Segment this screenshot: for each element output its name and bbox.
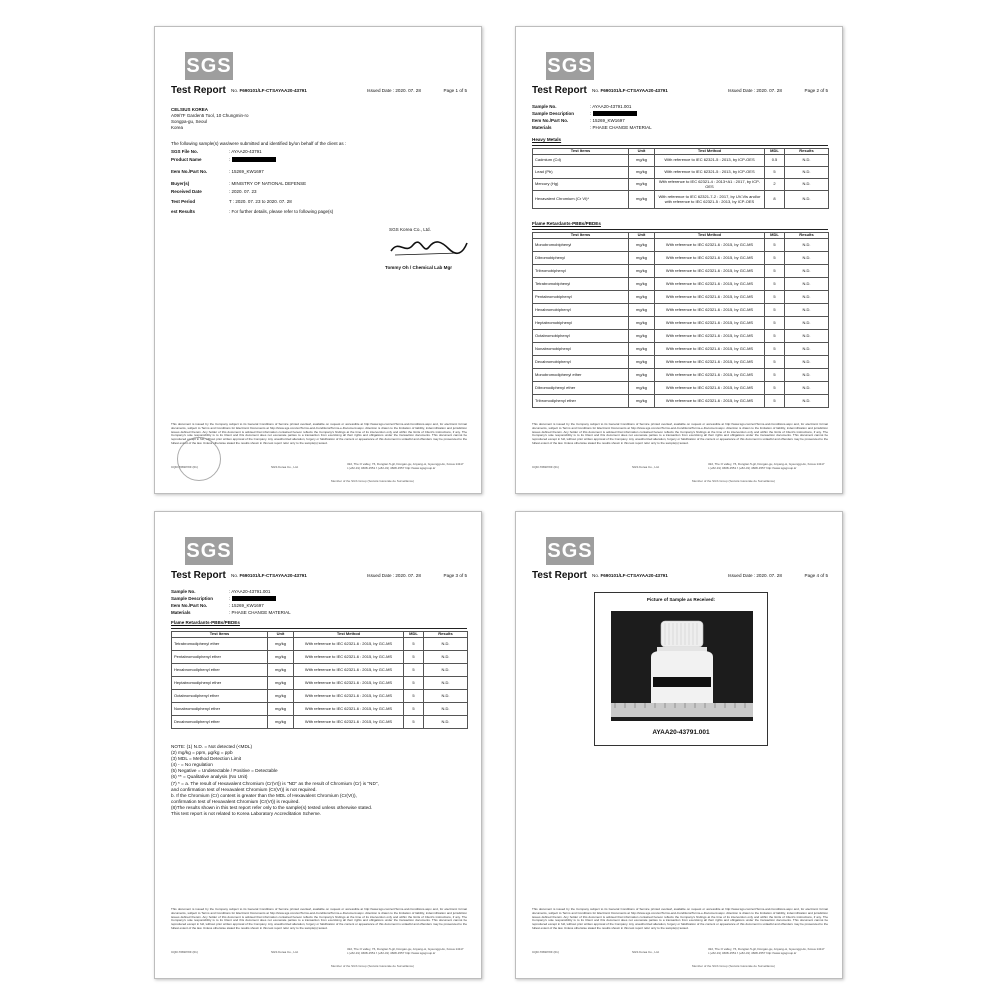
method-cell: With reference to IEC 62321-6 : 2015, by GC-MS xyxy=(655,291,765,304)
mdl-cell: 5 xyxy=(765,369,785,382)
mdl-cell: 2 xyxy=(765,179,785,191)
mdl-cell: 5 xyxy=(765,343,785,356)
column-header: Test Items xyxy=(533,233,629,239)
mdl-cell: 5 xyxy=(404,690,424,703)
table-row xyxy=(533,239,829,252)
method-cell: With reference to IEC 62321-4 : 2013+A1 : 2017, by ICP-OES xyxy=(655,179,765,191)
note-line: (5) Negative = Undetectable / Positive = Detectable xyxy=(171,768,278,774)
column-header: Test Method xyxy=(655,149,765,155)
result-cell: N.D. xyxy=(785,356,829,369)
redaction-bar xyxy=(232,596,276,601)
note-line: This test report is not related to Korea Laboratory Accreditation Scheme. xyxy=(171,811,322,817)
report-number: No. F690101/LF-CTSAYAA20-43791 xyxy=(231,88,307,93)
test-item-cell: Tetrabromodiphenyl ether xyxy=(172,638,268,651)
note-line: confirmation test of Hexavalent Chromium (Cr(VI)) is required. xyxy=(171,798,300,804)
result-cell: N.D. xyxy=(785,395,829,408)
mdl-cell: 5 xyxy=(765,278,785,291)
table-row xyxy=(533,179,829,191)
unit-cell: mg/kg xyxy=(629,356,655,369)
method-cell: With reference to IEC 62321-6 : 2015, by GC-MS xyxy=(655,356,765,369)
unit-cell: mg/kg xyxy=(629,291,655,304)
table-row xyxy=(172,638,468,651)
test-item-cell: Nonabromodiphenyl ether xyxy=(172,703,268,716)
field-item-no: Item No./Part No. : 15269_KW1697 xyxy=(171,169,264,174)
unit-cell: mg/kg xyxy=(629,252,655,265)
unit-cell: mg/kg xyxy=(268,664,294,677)
mdl-cell: 5 xyxy=(765,265,785,278)
method-cell: With reference to IEC 62321-6 : 2015, by GC-MS xyxy=(655,252,765,265)
result-cell: N.D. xyxy=(785,291,829,304)
note-line: (2) mg/kg = ppm, µg/kg = ppb xyxy=(171,750,233,756)
method-cell: With reference to IEC 62321-6 : 2015, by GC-MS xyxy=(294,651,404,664)
mdl-cell: 5 xyxy=(404,664,424,677)
report-page-2: SGS Test Report No. F690101/LF-CTSAYAA20-43791 Issued Date : 2020. 07. 28 Page 2 of 5 Sample No. : AYAA20-43791.001 Sample Description : Item No./Part No. : 15269_KW1697 Materials : PHASE CHANGE MATERIAL Heavy Metals Test Items Unit Test Method MDL Results Cadmium (Cd) mg/kg With reference to IEC 62321-5 : 2013, by ICP-OES 0.5 N.D. Lead (Pb) mg/kg With reference to IEC 62321-5 : 2013, by ICP-OES 5 N.D. Mercury (Hg) mg/kg With reference to IEC 62321-4 : 2013+A1 : 2017, by ICP-OES 2 N.D. Hexavalent Chromium (Cr VI)* mg/kg With reference to IEC 62321-7-2 : 2017, by UV-Vis and/or with reference to IEC 62321-5 : 2013, by ICP-OES 8 N.D. Flame Retardants-PBBs/PBDEs Test Items Unit Test Method MDL Results Monobromobiphenyl mg/kg With reference to IEC 62321-6 : 2015, by GC-MS 5 N.D. Dibromobiphenyl mg/kg With reference to IEC 62321-6 : 2015, by GC-MS 5 N.D. Tribromobiphenyl mg/kg With reference to IEC 62321-6 : 2015, by GC-MS 5 N.D. Tetrabromobiphenyl mg/kg With reference to IEC 62321-6 : 2015, by GC-MS 5 N.D. Pentabromobiphenyl mg/kg With reference to IEC 62321-6 : 2015, by GC-MS 5 N.D. Hexabromobiphenyl mg/kg With reference to IEC 62321-6 : 2015, by GC-MS 5 N.D. Heptabromobiphenyl mg/kg With reference to IEC 62321-6 : 2015, by GC-MS 5 N.D. Octabromobiphenyl mg/kg With reference to IEC 62321-6 : 2015, by GC-MS 5 N.D. Nonabromobiphenyl mg/kg With reference to IEC 62321-6 : 2015, by GC-MS 5 N.D. Decabromobiphenyl mg/kg With reference to IEC 62321-6 : 2015, by GC-MS 5 N.D. Monobromodiphenyl ether mg/kg With reference to IEC 62321-6 : 2015, by GC-MS 5 N.D. Dibromodiphenyl ether mg/kg With reference to IEC 62321-6 : 2015, by GC-MS 5 N.D. Tribromodiphenyl ether mg/kg With reference to IEC 62321-6 : 2015, by GC-MS 5 N.D. This document is issued by the Company subject to its General Conditions of Service printed overleaf, available on request or accessible at http://www.sgs.com/en/Terms-and-Conditions.aspx and, for electronic format documents, subject to Terms and Conditions for Electronic Documents at http://www.sgs.com/en/Terms-and-Conditions/Terms-e-Document.aspx. Attention is drawn to the limitation of liability, indemnification and jurisdiction issues defined therein. Any holder of this document is advised that information contained hereon reflects the Company's findings at the time of its intervention only and within the limits of Client's instructions, if any. The Company's sole responsibility is to its Client and this document does not exonerate parties to a transaction from exercising all their rights and obligations under the transaction documents. This document cannot be reproduced except in full, without prior written approval of the Company. Any unauthorized alteration, forgery or falsification of the content or appearance of this document is unlawful and offenders may be prosecuted to the fullest extent of the law. Unless otherwise stated the results shown in this test report refer only to the sample(s) tested. CQR-7081P/0F (01) SGS Korea Co., Ltd. 322, The O valley, 76, Dongtan 5-gil, Dongan-gu, Anyang-si, Gyeonggi-do, Korea 14117 t (+82-31) 4608-1551 f (+82-31) 4608-1557 http://www.sgsgroup.kr Member of the SGS Group (Société Générale de Surveillance) xyxy=(515,26,843,494)
table-row xyxy=(533,317,829,330)
test-item-cell: Decabromodiphenyl ether xyxy=(172,716,268,729)
mdl-cell: 5 xyxy=(765,304,785,317)
table-row xyxy=(533,343,829,356)
test-item-cell: Pentabromodiphenyl ether xyxy=(172,651,268,664)
footer-member: Member of the SGS Group (Société Générale de Surveillance) xyxy=(331,964,415,968)
result-cell: N.D. xyxy=(785,382,829,395)
result-cell: N.D. xyxy=(785,304,829,317)
table-row xyxy=(172,703,468,716)
result-cell: N.D. xyxy=(785,179,829,191)
client-address-1: A09/7F Garden5 Tool, 10 Chungmin-ro xyxy=(171,113,249,118)
column-header: Results xyxy=(424,632,468,638)
signature-icon xyxy=(389,233,469,261)
unit-cell: mg/kg xyxy=(629,330,655,343)
unit-cell: mg/kg xyxy=(629,343,655,356)
test-item-cell: Monobromobiphenyl xyxy=(533,239,629,252)
unit-cell: mg/kg xyxy=(629,395,655,408)
flame-retardants-table xyxy=(171,631,468,729)
report-title: Test Report xyxy=(532,570,587,581)
sample-photo xyxy=(611,611,753,721)
result-cell: N.D. xyxy=(424,716,468,729)
result-cell: N.D. xyxy=(424,703,468,716)
issued-date: Issued Date : 2020. 07. 28 xyxy=(367,573,421,578)
result-cell: N.D. xyxy=(785,369,829,382)
report-page-3: SGS Test Report No. F690101/LF-CTSAYAA20-43791 Issued Date : 2020. 07. 28 Page 3 of 5 Sample No. : AYAA20-43791.001 Sample Description : Item No./Part No. : 15269_KW1697 Materials : PHASE CHANGE MATERIAL Flame Retardants-PBBs/PBDEs Test Items Unit Test Method MDL Results Tetrabromodiphenyl ether mg/kg With reference to IEC 62321-6 : 2015, by GC-MS 5 N.D. Pentabromodiphenyl ether mg/kg With reference to IEC 62321-6 : 2015, by GC-MS 5 N.D. Hexabromodiphenyl ether mg/kg With reference to IEC 62321-6 : 2015, by GC-MS 5 N.D. Heptabromodiphenyl ether mg/kg With reference to IEC 62321-6 : 2015, by GC-MS 5 N.D. Octabromodiphenyl ether mg/kg With reference to IEC 62321-6 : 2015, by GC-MS 5 N.D. Nonabromodiphenyl ether mg/kg With reference to IEC 62321-6 : 2015, by GC-MS 5 N.D. Decabromodiphenyl ether mg/kg With reference to IEC 62321-6 : 2015, by GC-MS 5 N.D. NOTE: (1) N.D. = Not detected (<MDL) (2) mg/kg = ppm, µg/kg = ppb (3) MDL = Method Detection Limit (4) - = No regulation (5) Negative = Undetectable / Positive = Detectable (6) ** = Qualitative analysis (No Unit) (7) * = a. The result of Hexavalent Chromium (Cr(VI)) is "ND" as the result of Chromium (Cr) is "ND", and confirmation test of Hexavalent Chromium (Cr(VI)) is not required. b. If the Chromium (Cr) content is greater than the MDL of Hexavalent Chromium (Cr(VI)), confirmation test of Hexavalent Chromium (Cr(VI)) is required. (8)The results shown in this test report refer only to the sample(s) tested unless otherwise stated. This test report is not related to Korea Laboratory Accreditation Scheme. This document is issued by the Company subject to its General Conditions of Service printed overleaf, available on request or accessible at http://www.sgs.com/en/Terms-and-Conditions.aspx and, for electronic format documents, subject to Terms and Conditions for Electronic Documents at http://www.sgs.com/en/Terms-and-Conditions/Terms-e-Document.aspx. Attention is drawn to the limitation of liability, indemnification and jurisdiction issues defined therein. Any holder of this document is advised that information contained hereon reflects the Company's findings at the time of its intervention only and within the limits of Client's instructions, if any. The Company's sole responsibility is to its Client and this document does not exonerate parties to a transaction from exercising all their rights and obligations under the transaction documents. This document cannot be reproduced except in full, without prior written approval of the Company. Any unauthorized alteration, forgery or falsification of the content or appearance of this document is unlawful and offenders may be prosecuted to the fullest extent of the law. Unless otherwise stated the results shown in this test report refer only to the sample(s) tested. CQR-7081P/0F (01) SGS Korea Co., Ltd. 322, The O valley, 76, Dongtan 5-gil, Dongan-gu, Anyang-si, Gyeonggi-do, Korea 14117 t (+82-31) 4608-1551 f (+82-31) 4608-1557 http://www.sgsgroup.kr Member of the SGS Group (Société Générale de Surveillance) xyxy=(154,511,482,979)
result-cell: N.D. xyxy=(424,651,468,664)
mdl-cell: 5 xyxy=(404,638,424,651)
report-header xyxy=(532,570,828,584)
sgs-logo: SGS xyxy=(185,537,233,565)
column-header: Results xyxy=(785,149,829,155)
field-file-no: SGS File No. : AYAA20-43791 xyxy=(171,149,262,154)
method-cell: With reference to IEC 62321-6 : 2015, by GC-MS xyxy=(294,664,404,677)
section-flame-retardants: Flame Retardants-PBBs/PBDEs xyxy=(171,620,240,625)
mdl-cell: 5 xyxy=(765,395,785,408)
method-cell: With reference to IEC 62321-6 : 2015, by GC-MS xyxy=(655,395,765,408)
method-cell: With reference to IEC 62321-6 : 2015, by GC-MS xyxy=(655,382,765,395)
redaction-bar xyxy=(232,157,276,162)
table-row xyxy=(533,291,829,304)
field-test-period: Test Period T : 2020. 07. 23 to 2020. 07. 28 xyxy=(171,199,292,204)
method-cell: With reference to IEC 62321-6 : 2015, by GC-MS xyxy=(294,677,404,690)
column-header: MDL xyxy=(765,149,785,155)
field-product-name: Product Name : xyxy=(171,157,461,164)
report-page-1: SGS Test Report No. F690101/LF-CTSAYAA20-43791 Issued Date : 2020. 07. 28 Page 1 of 5 CELSIUS KOREA A09/7F Garden5 Tool, 10 Chungmin-ro Songpa-gu, Seoul Korea The following sample(s) was/were submitted and identified by/on behalf of the client as : SGS File No. : AYAA20-43791 Product Name : Item No./Part No. : 15269_KW1697 Buyer(s) : MINISTRY OF NATIONAL DEFENSE Received Date : 2020. 07. 23 Test Period T : 2020. 07. 23 to 2020. 07. 28 est Results : For further details, please refer to following page(s) SGS Korea Co., Ltd. Tommy Oh / Chemical Lab Mgr This document is issued by the Company subject to its General Conditions of Service printed overleaf, available on request or accessible at http://www.sgs.com/en/Terms-and-Conditions.aspx and, for electronic format documents, subject to Terms and Conditions for Electronic Documents at http://www.sgs.com/en/Terms-and-Conditions/Terms-e-Document.aspx. Attention is drawn to the limitation of liability, indemnification and jurisdiction issues defined therein. Any holder of this document is advised that information contained hereon reflects the Company's findings at the time of its intervention only and within the limits of Client's instructions, if any. The Company's sole responsibility is to its Client and this document does not exonerate parties to a transaction from exercising all their rights and obligations under the transaction documents. This document cannot be reproduced except in full, without prior written approval of the Company. Any unauthorized alteration, forgery or falsification of the content or appearance of this document is unlawful and offenders may be prosecuted to the fullest extent of the law. Unless otherwise stated the results shown in this test report refer only to the sample(s) tested. CQR-7081P/0F (01) SGS Korea Co., Ltd. 322, The O valley, 76, Dongtan 5-gil, Dongan-gu, Anyang-si, Gyeonggi-do, Korea 14117 t (+82-31) 4608-1551 f (+82-31) 4608-1557 http://www.sgsgroup.kr Member of the SGS Group (Société Générale de Surveillance) xyxy=(154,26,482,494)
column-header: Test Method xyxy=(655,233,765,239)
footer-member: Member of the SGS Group (Société Générale de Surveillance) xyxy=(692,964,776,968)
result-cell: N.D. xyxy=(424,677,468,690)
unit-cell: mg/kg xyxy=(268,716,294,729)
note-line: b. If the Chromium (Cr) content is greater than the MDL of Hexavalent Chromium (Cr(VI)), xyxy=(171,792,357,798)
table-row xyxy=(172,690,468,703)
method-cell: With reference to IEC 62321-5 : 2013, by ICP-OES xyxy=(655,167,765,179)
test-item-cell: Hexabromodiphenyl ether xyxy=(172,664,268,677)
section-divider xyxy=(171,628,467,629)
result-cell: N.D. xyxy=(785,167,829,179)
footer-disclaimer: This document is issued by the Company subject to its General Conditions of Service printed overleaf, available on request or accessible at http://www.sgs.com/en/Terms-and-Conditions.aspx and, for electronic format documents, subject to Terms and Conditions for Electronic Documents at http://www.sgs.com/en/Terms-and-Conditions/Terms-e-Document.aspx. Attention is drawn to the limitation of liability, indemnification and jurisdiction issues defined therein. Any holder of this document is advised that information contained hereon reflects the Company's findings at the time of its intervention only and within the limits of Client's instructions, if any. The Company's sole responsibility is to its Client and this document does not exonerate parties to a transaction from exercising all their rights and obligations under the transaction documents. This document cannot be reproduced except in full, without prior written approval of the Company. Any unauthorized alteration, forgery or falsification of the content or appearance of this document is unlawful and offenders may be prosecuted to the fullest extent of the law. Unless otherwise stated the results shown in this test report refer only to the sample(s) tested. xyxy=(171,907,467,930)
method-cell: With reference to IEC 62321-6 : 2015, by GC-MS xyxy=(655,304,765,317)
result-cell: N.D. xyxy=(424,638,468,651)
result-cell: N.D. xyxy=(785,343,829,356)
photo-caption: AYAA20-43791.001 xyxy=(652,729,710,736)
test-item-cell: Dibromobiphenyl xyxy=(533,252,629,265)
mdl-cell: 8 xyxy=(765,191,785,209)
note-line: (4) - = No regulation xyxy=(171,762,213,768)
unit-cell: mg/kg xyxy=(629,239,655,252)
note-line: (3) MDL = Method Detection Limit xyxy=(171,756,242,762)
test-item-cell: Heptabromodiphenyl ether xyxy=(172,677,268,690)
method-cell: With reference to IEC 62321-6 : 2015, by GC-MS xyxy=(655,278,765,291)
table-row xyxy=(533,395,829,408)
sample-bottle-icon xyxy=(611,611,753,721)
photo-title: Picture of Sample as Received: xyxy=(646,597,716,602)
result-cell: N.D. xyxy=(785,265,829,278)
unit-cell: mg/kg xyxy=(268,638,294,651)
mdl-cell: 5 xyxy=(765,239,785,252)
mdl-cell: 5 xyxy=(404,677,424,690)
method-cell: With reference to IEC 62321-6 : 2015, by GC-MS xyxy=(294,690,404,703)
unit-cell: mg/kg xyxy=(268,651,294,664)
table-row xyxy=(172,716,468,729)
field-sample-no: Sample No. : AYAA20-43791.001 xyxy=(171,589,271,594)
mdl-cell: 5 xyxy=(765,382,785,395)
field-sample-description: Sample Description : xyxy=(532,111,822,118)
notes xyxy=(171,744,467,817)
report-title: Test Report xyxy=(532,85,587,96)
footer-member: Member of the SGS Group (Société Générale de Surveillance) xyxy=(692,479,776,483)
unit-cell: mg/kg xyxy=(629,278,655,291)
column-header: Test Method xyxy=(294,632,404,638)
table-row xyxy=(533,330,829,343)
page-number: Page 1 of 5 xyxy=(443,88,467,93)
unit-cell: mg/kg xyxy=(629,304,655,317)
test-item-cell: Nonabromobiphenyl xyxy=(533,343,629,356)
test-item-cell: Tribromobiphenyl xyxy=(533,265,629,278)
footer-member: Member of the SGS Group (Société Générale de Surveillance) xyxy=(331,479,415,483)
test-item-cell: Octabromobiphenyl xyxy=(533,330,629,343)
result-cell: N.D. xyxy=(785,239,829,252)
footer-disclaimer: This document is issued by the Company subject to its General Conditions of Service printed overleaf, available on request or accessible at http://www.sgs.com/en/Terms-and-Conditions.aspx and, for electronic format documents, subject to Terms and Conditions for Electronic Documents at http://www.sgs.com/en/Terms-and-Conditions/Terms-e-Document.aspx. Attention is drawn to the limitation of liability, indemnification and jurisdiction issues defined therein. Any holder of this document is advised that information contained hereon reflects the Company's findings at the time of its intervention only and within the limits of Client's instructions, if any. The Company's sole responsibility is to its Client and this document does not exonerate parties to a transaction from exercising all their rights and obligations under the transaction documents. This document cannot be reproduced except in full, without prior written approval of the Company. Any unauthorized alteration, forgery or falsification of the content or appearance of this document is unlawful and offenders may be prosecuted to the fullest extent of the law. Unless otherwise stated the results shown in this test report refer only to the sample(s) tested. xyxy=(532,907,828,930)
report-header xyxy=(532,85,828,99)
result-cell: N.D. xyxy=(424,664,468,677)
report-number: No. F690101/LF-CTSAYAA20-43791 xyxy=(592,573,668,578)
page-number: Page 4 of 5 xyxy=(804,573,828,578)
test-item-cell: Decabromobiphenyl xyxy=(533,356,629,369)
table-row xyxy=(533,167,829,179)
sgs-stamp-icon xyxy=(177,437,221,481)
test-item-cell: Mercury (Hg) xyxy=(533,179,629,191)
table-row xyxy=(172,651,468,664)
result-cell: N.D. xyxy=(424,690,468,703)
note-line: and confirmation test of Hexavalent Chromium (Cr(VI)) is not required. xyxy=(171,786,317,792)
report-title: Test Report xyxy=(171,570,226,581)
report-title: Test Report xyxy=(171,85,226,96)
result-cell: N.D. xyxy=(785,330,829,343)
footer-disclaimer: This document is issued by the Company subject to its General Conditions of Service printed overleaf, available on request or accessible at http://www.sgs.com/en/Terms-and-Conditions.aspx and, for electronic format documents, subject to Terms and Conditions for Electronic Documents at http://www.sgs.com/en/Terms-and-Conditions/Terms-e-Document.aspx. Attention is drawn to the limitation of liability, indemnification and jurisdiction issues defined therein. Any holder of this document is advised that information contained hereon reflects the Company's findings at the time of its intervention only and within the limits of Client's instructions, if any. The Company's sole responsibility is to its Client and this document does not exonerate parties to a transaction from exercising all their rights and obligations under the transaction documents. This document cannot be reproduced except in full, without prior written approval of the Company. Any unauthorized alteration, forgery or falsification of the content or appearance of this document is unlawful and offenders may be prosecuted to the fullest extent of the law. Unless otherwise stated the results shown in this test report refer only to the sample(s) tested. xyxy=(532,422,828,445)
sgs-logo: SGS xyxy=(546,537,594,565)
report-header xyxy=(171,85,467,99)
flame-retardants-table xyxy=(532,232,829,408)
unit-cell: mg/kg xyxy=(629,167,655,179)
mdl-cell: 0.5 xyxy=(765,155,785,167)
redaction-bar xyxy=(593,111,637,116)
note-line: (6) ** = Qualitative analysis (No Unit) xyxy=(171,774,248,780)
method-cell: With reference to IEC 62321-6 : 2015, by GC-MS xyxy=(655,265,765,278)
note-line: (8)The results shown in this test report refer only to the sample(s) tested unless otherwise stated. xyxy=(171,804,373,810)
unit-cell: mg/kg xyxy=(268,690,294,703)
method-cell: With reference to IEC 62321-7-2 : 2017, by UV-Vis and/or with reference to IEC 62321-5 : 2013, by ICP-OES xyxy=(655,191,765,209)
note-line: NOTE: (1) N.D. = Not detected (<MDL) xyxy=(171,744,253,749)
report-number: No. F690101/LF-CTSAYAA20-43791 xyxy=(231,573,307,578)
unit-cell: mg/kg xyxy=(268,703,294,716)
sample-photo-frame xyxy=(594,592,768,746)
footer-disclaimer: This document is issued by the Company subject to its General Conditions of Service printed overleaf, available on request or accessible at http://www.sgs.com/en/Terms-and-Conditions.aspx and, for electronic format documents, subject to Terms and Conditions for Electronic Documents at http://www.sgs.com/en/Terms-and-Conditions/Terms-e-Document.aspx. Attention is drawn to the limitation of liability, indemnification and jurisdiction issues defined therein. Any holder of this document is advised that information contained hereon reflects the Company's findings at the time of its intervention only and within the limits of Client's instructions, if any. The Company's sole responsibility is to its Client and this document does not exonerate parties to a transaction from exercising all their rights and obligations under the transaction documents. This document cannot be reproduced except in full, without prior written approval of the Company. Any unauthorized alteration, forgery or falsification of the content or appearance of this document is unlawful and offenders may be prosecuted to the fullest extent of the law. Unless otherwise stated the results shown in this test report refer only to the sample(s) tested. xyxy=(171,422,467,445)
issued-date: Issued Date : 2020. 07. 28 xyxy=(367,88,421,93)
unit-cell: mg/kg xyxy=(629,191,655,209)
client-name: CELSIUS KOREA xyxy=(171,107,209,112)
method-cell: With reference to IEC 62321-6 : 2015, by GC-MS xyxy=(655,343,765,356)
method-cell: With reference to IEC 62321-6 : 2015, by GC-MS xyxy=(294,716,404,729)
mdl-cell: 5 xyxy=(765,167,785,179)
report-number: No. F690101/LF-CTSAYAA20-43791 xyxy=(592,88,668,93)
unit-cell: mg/kg xyxy=(629,382,655,395)
table-row xyxy=(533,356,829,369)
method-cell: With reference to IEC 62321-6 : 2015, by GC-MS xyxy=(655,369,765,382)
test-item-cell: Cadmium (Cd) xyxy=(533,155,629,167)
unit-cell: mg/kg xyxy=(629,155,655,167)
method-cell: With reference to IEC 62321-6 : 2015, by GC-MS xyxy=(655,317,765,330)
method-cell: With reference to IEC 62321-6 : 2015, by GC-MS xyxy=(294,703,404,716)
table-row xyxy=(172,664,468,677)
column-header: MDL xyxy=(404,632,424,638)
mdl-cell: 5 xyxy=(765,252,785,265)
sgs-logo: SGS xyxy=(546,52,594,80)
table-row xyxy=(533,369,829,382)
section-divider xyxy=(532,229,828,230)
section-divider xyxy=(532,145,828,146)
field-sample-description: Sample Description : xyxy=(171,596,461,603)
unit-cell: mg/kg xyxy=(268,677,294,690)
test-item-cell: Heptabromobiphenyl xyxy=(533,317,629,330)
field-buyer: Buyer(s) : MINISTRY OF NATIONAL DEFENSE xyxy=(171,181,307,186)
unit-cell: mg/kg xyxy=(629,317,655,330)
result-cell: N.D. xyxy=(785,317,829,330)
field-item-no: Item No./Part No. : 15269_KW1697 xyxy=(532,118,625,123)
method-cell: With reference to IEC 62321-6 : 2015, by GC-MS xyxy=(655,330,765,343)
table-row xyxy=(533,278,829,291)
report-page-4: SGS Test Report No. F690101/LF-CTSAYAA20-43791 Issued Date : 2020. 07. 28 Page 4 of 5 Picture of Sample as Received: AYAA20-43791.001 This document is issued by the Company subject to its General Conditions of Service printed overleaf, available on request or accessible at http://www.sgs.com/en/Terms-and-Conditions.aspx and, for electronic format documents, subject to Terms and Conditions for Electronic Documents at http://www.sgs.com/en/Terms-and-Conditions/Terms-e-Document.aspx. Attention is drawn to the limitation of liability, indemnification and jurisdiction issues defined therein. Any holder of this document is advised that information contained hereon reflects the Company's findings at the time of its intervention only and within the limits of Client's instructions, if any. The Company's sole responsibility is to its Client and this document does not exonerate parties to a transaction from exercising all their rights and obligations under the transaction documents. This document cannot be reproduced except in full, without prior written approval of the Company. Any unauthorized alteration, forgery or falsification of the content or appearance of this document is unlawful and offenders may be prosecuted to the fullest extent of the law. Unless otherwise stated the results shown in this test report refer only to the sample(s) tested. CQR-7081P/0F (01) SGS Korea Co., Ltd. 322, The O valley, 76, Dongtan 5-gil, Dongan-gu, Anyang-si, Gyeonggi-do, Korea 14117 t (+82-31) 4608-1551 f (+82-31) 4608-1557 http://www.sgsgroup.kr Member of the SGS Group (Société Générale de Surveillance) xyxy=(515,511,843,979)
column-header: Results xyxy=(785,233,829,239)
unit-cell: mg/kg xyxy=(629,265,655,278)
mdl-cell: 5 xyxy=(765,317,785,330)
table-row xyxy=(172,677,468,690)
test-item-cell: Tetrabromobiphenyl xyxy=(533,278,629,291)
mdl-cell: 5 xyxy=(404,651,424,664)
result-cell: N.D. xyxy=(785,191,829,209)
column-header: Unit xyxy=(629,149,655,155)
note-line: (7) * = a. The result of Hexavalent Chromium (Cr(VI)) is "ND" as the result of Chromium (Cr) is "ND", xyxy=(171,780,379,786)
section-flame-retardants: Flame Retardants-PBBs/PBDEs xyxy=(532,221,601,226)
test-item-cell: Dibromodiphenyl ether xyxy=(533,382,629,395)
test-item-cell: Tribromodiphenyl ether xyxy=(533,395,629,408)
field-test-results: est Results : For further details, please refer to following page(s) xyxy=(171,209,334,214)
test-item-cell: Hexavalent Chromium (Cr VI)* xyxy=(533,191,629,209)
column-header: Unit xyxy=(629,233,655,239)
test-item-cell: Monobromodiphenyl ether xyxy=(533,369,629,382)
report-header xyxy=(171,570,467,584)
method-cell: With reference to IEC 62321-5 : 2013, by ICP-OES xyxy=(655,155,765,167)
client-country: Korea xyxy=(171,125,184,130)
table-row xyxy=(533,265,829,278)
result-cell: N.D. xyxy=(785,155,829,167)
result-cell: N.D. xyxy=(785,278,829,291)
section-heavy-metals: Heavy Metals xyxy=(532,137,562,142)
signatory: Tommy Oh / Chemical Lab Mgr xyxy=(385,265,453,270)
test-item-cell: Octabromodiphenyl ether xyxy=(172,690,268,703)
field-item-no: Item No./Part No. : 15269_KW1697 xyxy=(171,603,264,608)
client-address-2: Songpa-gu, Seoul xyxy=(171,119,208,124)
unit-cell: mg/kg xyxy=(629,179,655,191)
test-item-cell: Hexabromobiphenyl xyxy=(533,304,629,317)
result-cell: N.D. xyxy=(785,252,829,265)
method-cell: With reference to IEC 62321-6 : 2015, by GC-MS xyxy=(294,638,404,651)
column-header: Test Items xyxy=(533,149,629,155)
test-item-cell: Pentabromobiphenyl xyxy=(533,291,629,304)
company-name: SGS Korea Co., Ltd. xyxy=(389,227,431,232)
mdl-cell: 5 xyxy=(765,356,785,369)
test-item-cell: Lead (Pb) xyxy=(533,167,629,179)
field-sample-no: Sample No. : AYAA20-43791.001 xyxy=(532,104,632,109)
table-row xyxy=(533,304,829,317)
field-received-date: Received Date : 2020. 07. 23 xyxy=(171,189,257,194)
column-header: MDL xyxy=(765,233,785,239)
method-cell: With reference to IEC 62321-6 : 2015, by GC-MS xyxy=(655,239,765,252)
issued-date: Issued Date : 2020. 07. 28 xyxy=(728,573,782,578)
field-materials: Materials : PHASE CHANGE MATERIAL xyxy=(171,610,291,615)
page-number: Page 3 of 5 xyxy=(443,573,467,578)
field-materials: Materials : PHASE CHANGE MATERIAL xyxy=(532,125,652,130)
mdl-cell: 5 xyxy=(404,716,424,729)
issued-date: Issued Date : 2020. 07. 28 xyxy=(728,88,782,93)
table-row xyxy=(533,382,829,395)
unit-cell: mg/kg xyxy=(629,369,655,382)
mdl-cell: 5 xyxy=(765,330,785,343)
mdl-cell: 5 xyxy=(765,291,785,304)
table-row xyxy=(533,155,829,167)
intro-text: The following sample(s) was/were submitted and identified by/on behalf of the client as : xyxy=(171,141,347,146)
mdl-cell: 5 xyxy=(404,703,424,716)
column-header: Test Items xyxy=(172,632,268,638)
heavy-metals-table xyxy=(532,148,829,209)
column-header: Unit xyxy=(268,632,294,638)
table-row xyxy=(533,252,829,265)
sgs-logo: SGS xyxy=(185,52,233,80)
table-row xyxy=(533,191,829,209)
page-number: Page 2 of 5 xyxy=(804,88,828,93)
